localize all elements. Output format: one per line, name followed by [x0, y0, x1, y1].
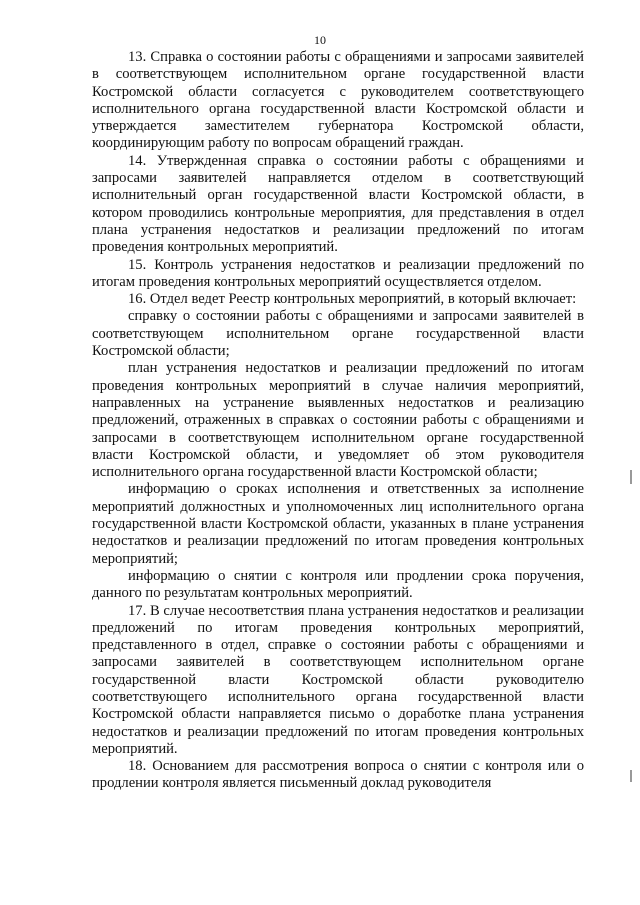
paragraph-13: 13. Справка о состоянии работы с обращениями и запросами заявителей в соответствующем исполнительном органе государственной власти Костромской области согласуется с руководителем соответствующего исполнительного органа государственной власти Костромской области и утверждается заместителем губернатора Костромской области, координирующим работу по вопросам обращений граждан. — [92, 49, 584, 152]
scan-edge-mark — [630, 470, 632, 484]
paragraph-18: 18. Основанием для рассмотрения вопроса о снятии с контроля или о продлении контроля является письменный доклад руководителя — [92, 758, 584, 792]
list-item-control-removal: информацию о снятии с контроля или продлении срока поручения, данного по результатам контрольных мероприятий. — [92, 567, 584, 602]
paragraph-16: 16. Отдел ведет Реестр контрольных мероприятий, в который включает: — [128, 291, 577, 308]
document-body — [92, 49, 584, 793]
page-number: 10 — [314, 33, 326, 47]
list-item-reference: справку о состоянии работы с обращениями и запросами заявителей в соответствующем исполнительном органе государственной власти Костромской области; — [92, 308, 584, 360]
scan-edge-mark — [630, 770, 632, 782]
paragraph-15: 15. Контроль устранения недостатков и реализации предложений по итогам проведения контрольных мероприятий осуществляется отделом. — [92, 256, 584, 290]
paragraph-14: 14. Утвержденная справка о состоянии работы с обращениями и запросами заявителей направляется отделом в соответствующий исполнительный орган государственной власти Костромской области, в котором проводились контрольные мероприятия, для представления в отдел плана устранения недостатков и реализации предложений по итогам проведения контрольных мероприятий. — [92, 152, 584, 256]
list-item-deadlines: информацию о сроках исполнения и ответственных за исполнение мероприятий должностных и уполномоченных лиц исполнительного органа государственной власти Костромской области, указанных в плане устранения недостатков и реализации предложений по итогам проведения контрольных мероприятий; — [92, 481, 584, 567]
paragraph-17: 17. В случае несоответствия плана устранения недостатков и реализации предложений по итогам проведения контрольных мероприятий, представленного в отдел, справке о состоянии работы с обращениями и запросами заявителей в соответствующем исполнительном органе государственной власти Костромской области руководителю соответствующего исполнительного органа государственной власти Костромской области направляется письмо о доработке плана устранения недостатков и реализации предложений по итогам проведения контрольных мероприятий. — [92, 602, 584, 757]
list-item-plan: план устранения недостатков и реализации предложений по итогам проведения контрольных мероприятий в случае наличия мероприятий, направленных на устранение выявленных недостатков и реализацию предложений, отраженных в справках о состоянии работы с обращениями и запросами в соответствующем исполнительном органе государственной власти Костромской области, и уведомляет об этом руководителя исполнительного органа государственной власти Костромской области; — [92, 360, 584, 481]
